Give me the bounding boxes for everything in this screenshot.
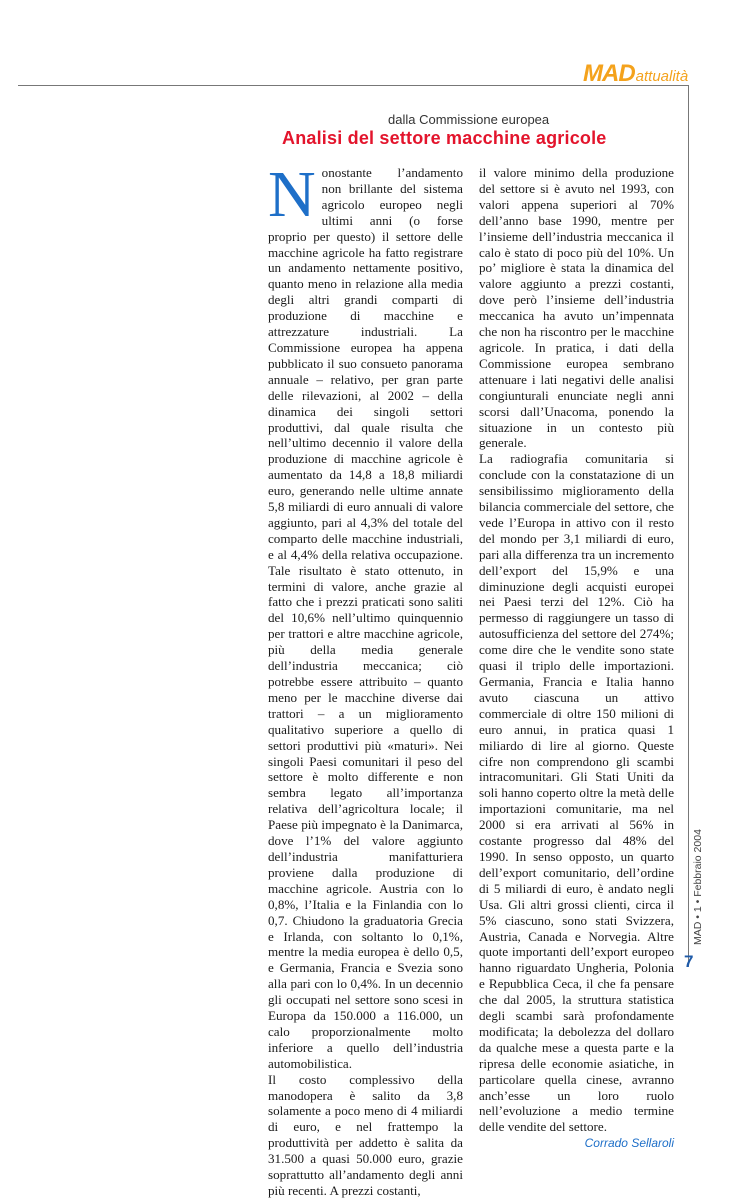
paragraph: Il costo complessivo della manodopera è salito da 3,8 solamente a poco meno di 4 miliardi di euro, e nel frattempo la produttività per addetto è salita da 31.500 a quasi 50.000 euro, grazie soprattutto all’andamento degli anni più recenti. A prezzi costanti, [268, 1071, 463, 1198]
margin-rule [688, 85, 689, 965]
section-name: attualità [635, 68, 689, 85]
mad-logo: MAD [583, 60, 635, 87]
page-number: 7 [684, 952, 694, 971]
article-column-2 [479, 165, 674, 1152]
article-kicker: dalla Commissione europea [388, 112, 550, 127]
magazine-brand [583, 60, 688, 86]
issue-info: MAD • 1 • Febbraio 2004 [692, 829, 704, 945]
drop-cap: N [268, 158, 316, 231]
article-title: Analisi del settore macchine agricole [282, 128, 607, 148]
paragraph: La radiografia comunitaria si conclude con la constatazione di un sensibilissimo miglioramento della bilancia commerciale del settore, che vede l’Europa in attivo con il resto del mondo per 3,1 miliardi di euro, pari alla differenza tra un incremento dell’export del 15,9% e una diminuzione degli acquisti europei nei Paesi terzi del 12%. Ciò ha permesso di raggiungere un tasso di autosufficienza del settore del 274%; come dire che le vendite sono state quasi il triplo delle importazioni. Germania, Francia e Italia hanno avuto ciascuna un attivo commerciale di oltre 150 milioni di euro annui, in pratica quasi 1 miliardo di lire al giorno. Queste cifre non comprendono gli scambi intracomunitari. Gli Stati Uniti da soli hanno coperto oltre la metà delle importazioni comunitarie, ma nel 2000 si era arrivati al 56% in costante progresso dal 48% del 1990. In senso opposto, un quarto dell’export comunitario, dell’ordine di 5 miliardi di euro, è andato negli Usa. Gli altri grossi clienti, circa il 5% ciascuno, sono stati Svizzera, Austria, Canada e Norvegia. Altre quote importanti dell’export europeo hanno riguardato Ungheria, Polonia e Repubblica Ceca, il che fa pensare che dal 2005, la struttura statistica degli scambi sarà profondamente modificata; la debolezza del dollaro da qualche mese a questa parte e la ripresa delle economie asiatiche, in particolare quella cinese, avranno anch’esse un loro ruolo nell’evoluzione a medio termine delle vendite del settore. [479, 451, 674, 1135]
author-signature: Corrado Sellaroli [584, 1136, 674, 1151]
paragraph: onostante l’andamento non brillante del sistema agricolo europeo negli ultimi anni (o forse proprio per questo) il settore delle macchine agricole ha fatto registrare un andamento nettamente positivo, quanto meno in relazione alla media degli altri grandi comparti di produzione di macchine e attrezzature industriali. La Commissione europea ha appena pubblicato il suo consueto panorama annuale – relativo, per gran parte delle rilevazioni, al 2002 – della dinamica dei singoli settori produttivi, dal quale risulta che nell’ultimo decennio il valore della produzione di macchine agricole è aumentato da 14,8 a 18,8 miliardi euro, generando nelle ultime annate 5,8 miliardi di euro annuali di valore aggiunto, pari al 4,3% del totale del comparto delle macchine industriali, e al 4,4% della relativa occupazione. Tale risultato è stato ottenuto, in termini di valore, anche grazie al fatto che i prezzi praticati sono saliti del 10,6% nell’ultimo quinquennio per trattori e altre macchine agricole, più della media generale dell’industria meccanica; ciò potrebbe essere attribuito – quanto meno per le macchine diverse dai trattori – a un miglioramento qualitativo superiore a quello di settori produttivi più «maturi». Nei singoli Paesi comunitari il peso del settore è molto differente e non sembra legato all’importanza relativa dell’agricoltura locale; il Paese più impegnato è la Danimarca, dove l’1% del valore aggiunto dell’industria manifatturiera proviene dalla produzione di macchine agricole. Austria con lo 0,8%, l’Italia e la Finlandia con lo 0,7. Chiudono la graduatoria Grecia e Irlanda, con soltanto lo 0,1%, mentre la media europea è dello 0,5, e Germania, Francia e Svezia sono alla pari con lo 0,4%. In un decennio gli occupati nel settore sono scesi in Europa da 150.000 a 116.000, un calo proporzionalmente molto inferiore a quello dell’industria automobilistica. [268, 165, 463, 1071]
article-column-1 [268, 158, 463, 1199]
paragraph: il valore minimo della produzione del settore si è avuto nel 1993, con valori appena superiori al 70% dell’anno base 1990, mentre per l’insieme dell’industria meccanica il calo è stato di poco più del 10%. Un po’ migliore è stata la dinamica del valore aggiunto a prezzi costanti, dove però l’insieme dell’industria meccanica ha avuto un’impennata che non ha riscontro per le macchine agricole. In pratica, i dati della Commissione europea sembrano attenuare i lati negativi delle analisi congiunturali enunciate negli anni scorsi dall’Unacoma, ponendo la situazione in un contesto più generale. [479, 165, 674, 451]
